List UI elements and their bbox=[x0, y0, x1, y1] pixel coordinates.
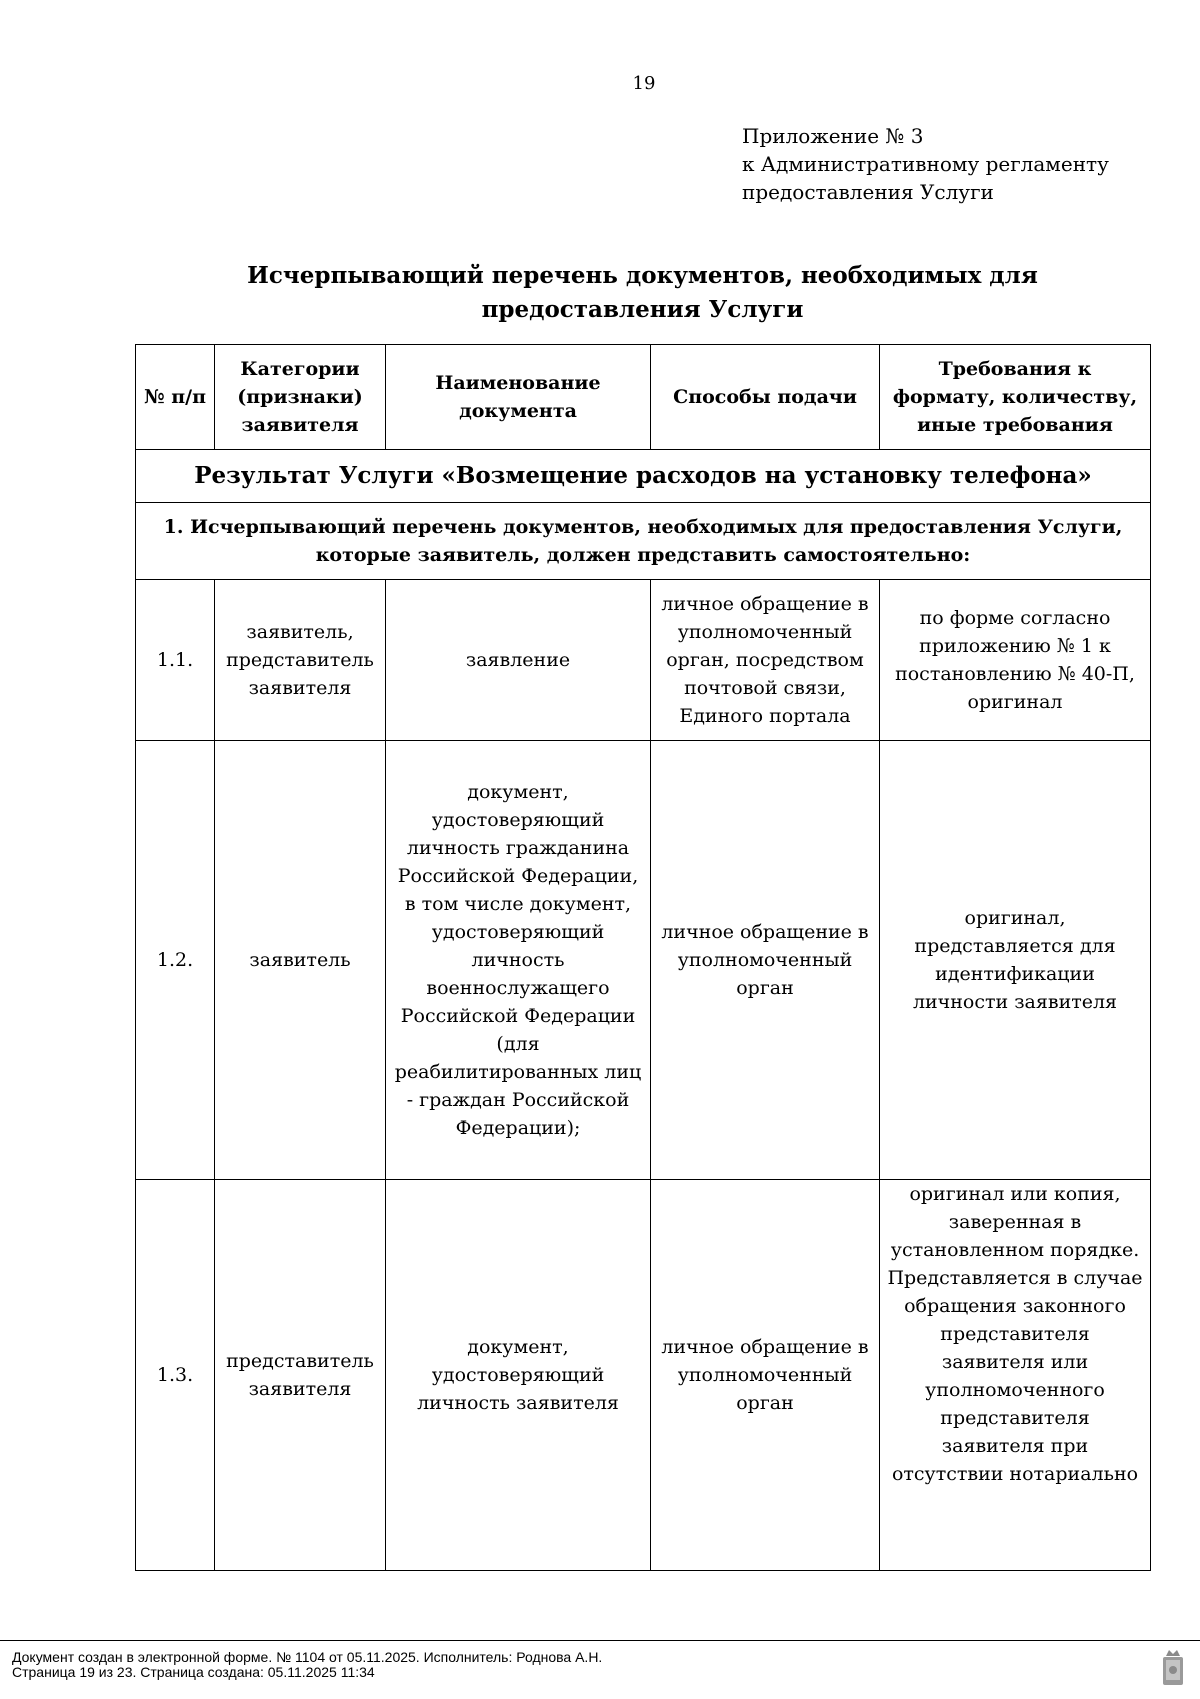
result-title: Результат Услуги «Возмещение расходов на установку телефона» bbox=[136, 450, 1151, 503]
cell-requirements: по форме согласно приложению № 1 к постановлению № 40-П, оригинал bbox=[880, 580, 1151, 741]
cell-method: личное обращение в уполномоченный орган, посредством почтовой связи, Единого портала bbox=[651, 580, 880, 741]
appendix-note bbox=[742, 122, 1109, 206]
section-title: 1. Исчерпывающий перечень документов, необходимых для предоставления Услуги, которые заявитель, должен представить самостоятельно: bbox=[136, 503, 1151, 580]
document-title-line: предоставления Услуги bbox=[481, 296, 804, 323]
document-title-line: Исчерпывающий перечень документов, необходимых для bbox=[247, 262, 1038, 289]
result-title-row bbox=[136, 450, 1151, 503]
cell-number: 1.2. bbox=[136, 741, 215, 1180]
cell-category: заявитель bbox=[215, 741, 386, 1180]
header-method: Способы подачи bbox=[651, 345, 880, 450]
appendix-line: предоставления Услуги bbox=[742, 180, 994, 204]
page-number: 19 bbox=[632, 73, 656, 94]
header-document: Наименование документа bbox=[386, 345, 651, 450]
cell-method: личное обращение в уполномоченный орган bbox=[651, 1180, 880, 1571]
footer-line: Страница 19 из 23. Страница создана: 05.11.2025 11:34 bbox=[12, 1664, 375, 1680]
documents-table bbox=[135, 344, 1151, 1571]
appendix-line: Приложение № 3 bbox=[742, 124, 924, 148]
table-row bbox=[136, 741, 1151, 1180]
cell-requirements: оригинал или копия, заверенная в установленном порядке. Представляется в случае обращения законного представителя заявителя или уполномоченного представителя заявителя при отсутствии нотариально bbox=[880, 1180, 1151, 1571]
table-row bbox=[136, 580, 1151, 741]
section-title-row bbox=[136, 503, 1151, 580]
cell-category: заявитель, представитель заявителя bbox=[215, 580, 386, 741]
cell-requirements: оригинал, представляется для идентификации личности заявителя bbox=[880, 741, 1151, 1180]
footer-line: Документ создан в электронной форме. № 1104 от 05.11.2025. Исполнитель: Роднова А.Н. bbox=[12, 1649, 603, 1665]
cell-category: представитель заявителя bbox=[215, 1180, 386, 1571]
table-header-row bbox=[136, 345, 1151, 450]
document-title bbox=[135, 259, 1150, 327]
cell-number: 1.1. bbox=[136, 580, 215, 741]
header-category: Категории (признаки) заявителя bbox=[215, 345, 386, 450]
table-row bbox=[136, 1180, 1151, 1571]
appendix-line: к Административному регламенту bbox=[742, 152, 1109, 176]
header-requirements: Требования к формату, количеству, иные требования bbox=[880, 345, 1151, 450]
emblem-icon bbox=[1160, 1647, 1186, 1687]
header-number: № п/п bbox=[136, 345, 215, 450]
cell-document: заявление bbox=[386, 580, 651, 741]
cell-method: личное обращение в уполномоченный орган bbox=[651, 741, 880, 1180]
cell-number: 1.3. bbox=[136, 1180, 215, 1571]
cell-document: документ, удостоверяющий личность заявителя bbox=[386, 1180, 651, 1571]
document-footer bbox=[0, 1640, 1200, 1699]
cell-document: документ, удостоверяющий личность гражданина Российской Федерации, в том числе документ, удостоверяющий личность военнослужащего Российской Федерации (для реабилитированных лиц - граждан Российской Федерации); bbox=[386, 741, 651, 1180]
